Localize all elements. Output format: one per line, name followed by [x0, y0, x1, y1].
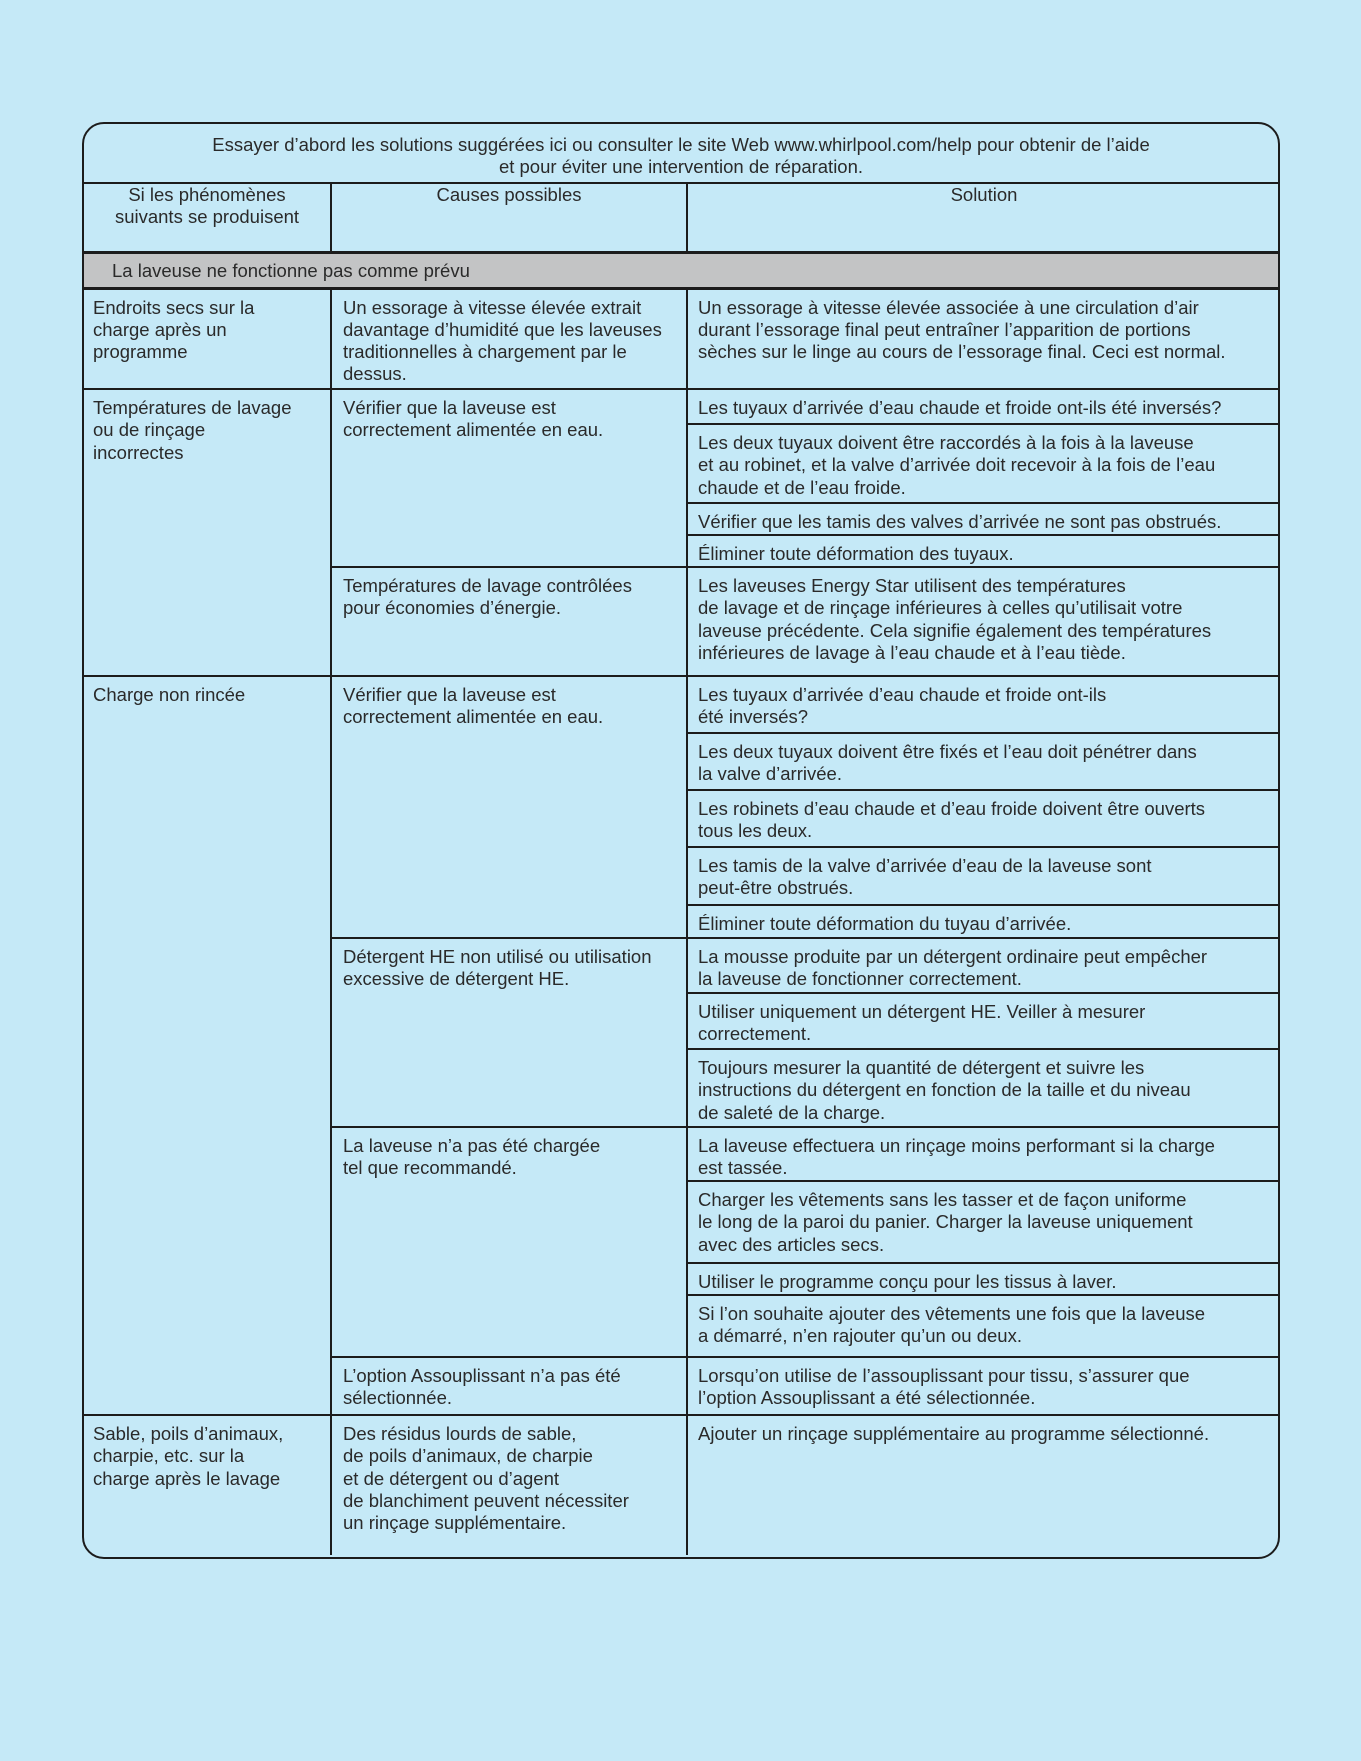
solution-cell [687, 1263, 1280, 1295]
solution-cell [687, 847, 1280, 905]
cell-line: Les tuyaux d’arrivée d’eau chaude et froide ont-ils [698, 684, 1107, 705]
cell-line: Un essorage à vitesse élevée associée à une circulation d’air [698, 296, 1199, 318]
cell-line: la laveuse de fonctionner correctement. [698, 968, 1022, 990]
intro-line: et pour éviter une intervention de réparation. [498, 156, 864, 177]
cell-line: avec des articles secs. [698, 1233, 885, 1255]
cell-line: dessus. [343, 363, 407, 385]
cause-cell [331, 1357, 687, 1415]
cell-line: laveuse précédente. Cela signifie également des températures [698, 619, 1212, 641]
cell-line: ou de rinçage [93, 419, 206, 441]
cell-line: sélectionnée. [343, 1387, 453, 1409]
troubleshooting-grid [84, 184, 1280, 1555]
cause-cell [331, 938, 687, 1127]
solution-cell [687, 938, 1280, 993]
cell-line: Les tamis de la valve d’arrivée d’eau de la laveuse sont [698, 855, 1152, 876]
cell-line: Lorsqu’on utilise de l’assouplissant pour tissu, s’assurer que [698, 1365, 1190, 1386]
cell-line: Éliminer toute déformation du tuyau d’arrivée. [698, 913, 1072, 934]
solution-cell [687, 389, 1280, 424]
cell-line: et de détergent ou d’agent [343, 1467, 560, 1489]
cause-cell [331, 676, 687, 938]
cell-line: Charger les vêtements sans les tasser et de façon uniforme [698, 1189, 1187, 1210]
cell-line: l’option Assouplissant a été sélectionnée. [698, 1387, 1036, 1409]
symptom-cell [84, 676, 331, 1415]
cell-line: Les laveuses Energy Star utilisent des températures [698, 575, 1126, 596]
cell-line: Vérifier que la laveuse est [343, 397, 556, 418]
cell-line: Vérifier que les tamis des valves d’arrivée ne sont pas obstrués. [698, 511, 1222, 532]
cause-cell [331, 1415, 687, 1555]
section-row [84, 252, 1280, 288]
table-row [84, 389, 1280, 424]
troubleshooting-table [82, 122, 1280, 1559]
header-causes: Causes possibles [331, 184, 687, 252]
cell-line: La laveuse n’a pas été chargée [343, 1135, 601, 1156]
cell-line: La mousse produite par un détergent ordinaire peut empêcher [698, 946, 1208, 967]
cell-line: incorrectes [93, 441, 184, 463]
cell-line: sèches sur le linge au cours de l’essorage final. Ceci est normal. [698, 341, 1226, 363]
cell-line: instructions du détergent en fonction de la taille et du niveau [698, 1079, 1191, 1101]
solution-cell [687, 993, 1280, 1049]
cell-line: Toujours mesurer la quantité de détergent et suivre les [698, 1057, 1145, 1078]
intro-line: Essayer d’abord les solutions suggérées ici ou consulter le site Web www.whirlpool.com/help pour obtenir de l’aide [212, 134, 1150, 155]
solution-cell [687, 1127, 1280, 1181]
solution-cell [687, 1415, 1280, 1555]
header-solution: Solution [950, 184, 1018, 205]
cell-line: Endroits secs sur la [93, 296, 255, 318]
cell-line: été inversés? [698, 706, 809, 728]
cell-line: inférieures de lavage à l’eau chaude et à l’eau tiède. [698, 641, 1126, 663]
cause-cell [331, 567, 687, 676]
solution-cell [687, 790, 1280, 847]
cell-line: la valve d’arrivée. [698, 763, 842, 785]
cell-line: correctement alimentée en eau. [343, 419, 604, 441]
cell-line: Un essorage à vitesse élevée extrait [343, 296, 642, 318]
cell-line: tel que recommandé. [343, 1157, 517, 1179]
cell-line: Les robinets d’eau chaude et d’eau froide doivent être ouverts [698, 798, 1206, 819]
cell-line: traditionnelles à chargement par le [343, 341, 627, 363]
solution-cell [687, 535, 1280, 567]
cell-line: excessive de détergent HE. [343, 968, 570, 990]
cell-line: Températures de lavage [93, 397, 292, 418]
cell-line: correctement alimentée en eau. [343, 706, 604, 728]
cell-line: Les deux tuyaux doivent être fixés et l’eau doit pénétrer dans [698, 741, 1197, 762]
cell-line: charge après le lavage [93, 1467, 281, 1489]
solution-cell [687, 1181, 1280, 1263]
cell-line: Les tuyaux d’arrivée d’eau chaude et froide ont-ils été inversés? [698, 397, 1222, 418]
solution-cell [687, 503, 1280, 535]
cell-line: Si l’on souhaite ajouter des vêtements une fois que la laveuse [698, 1303, 1206, 1324]
cell-line: Températures de lavage contrôlées [343, 575, 632, 596]
solution-cell [687, 905, 1280, 938]
table-row [84, 288, 1280, 389]
solution-cell [687, 1295, 1280, 1357]
cell-line: et au robinet, et la valve d’arrivée doit recevoir à la fois de l’eau [698, 454, 1216, 476]
cell-line: Utiliser uniquement un détergent HE. Veiller à mesurer [698, 1001, 1146, 1022]
cell-line: L’option Assouplissant n’a pas été [343, 1365, 621, 1386]
table-row [84, 676, 1280, 733]
symptom-cell [84, 288, 331, 389]
cause-cell [331, 288, 687, 389]
cell-line: tous les deux. [698, 820, 813, 842]
section-title: La laveuse ne fonctionne pas comme prévu [84, 252, 1280, 288]
cell-line: charpie, etc. sur la [93, 1445, 245, 1467]
cell-line: Détergent HE non utilisé ou utilisation [343, 946, 652, 967]
cell-line: peut-être obstrués. [698, 877, 854, 899]
cell-line: de saleté de la charge. [698, 1101, 886, 1123]
cell-line: de poils d’animaux, de charpie [343, 1445, 593, 1467]
header-row [84, 184, 1280, 252]
intro-text [84, 124, 1278, 184]
solution-cell [687, 1357, 1280, 1415]
cell-line: La laveuse effectuera un rinçage moins performant si la charge [698, 1135, 1215, 1156]
cell-line: durant l’essorage final peut entraîner l’apparition de portions [698, 318, 1191, 340]
table-row [84, 1415, 1280, 1555]
cause-cell [331, 1127, 687, 1357]
symptom-cell [84, 1415, 331, 1555]
cell-line: le long de la paroi du panier. Charger la laveuse uniquement [698, 1211, 1193, 1233]
cell-line: est tassée. [698, 1157, 788, 1179]
cell-line: pour économies d’énergie. [343, 597, 562, 619]
cell-line: davantage d’humidité que les laveuses [343, 318, 662, 340]
cause-cell [331, 389, 687, 567]
cell-line: Vérifier que la laveuse est [343, 684, 556, 705]
cell-line: Charge non rincée [93, 684, 246, 705]
cell-line: a démarré, n’en rajouter qu’un ou deux. [698, 1325, 1022, 1347]
cell-line: chaude et de l’eau froide. [698, 476, 906, 498]
solution-cell [687, 288, 1280, 389]
solution-cell [687, 676, 1280, 733]
cell-line: Utiliser le programme conçu pour les tissus à laver. [698, 1271, 1117, 1292]
cell-line: Ajouter un rinçage supplémentaire au programme sélectionné. [698, 1423, 1210, 1444]
cell-line: de lavage et de rinçage inférieures à celles qu’utilisait votre [698, 597, 1183, 619]
cell-line: Sable, poils d’animaux, [93, 1423, 284, 1444]
cell-line: programme [93, 341, 188, 363]
cell-line: un rinçage supplémentaire. [343, 1512, 567, 1534]
header-symptoms: Si les phénomènes suivants se produisent [84, 184, 331, 252]
cell-line: Les deux tuyaux doivent être raccordés à la fois à la laveuse [698, 432, 1194, 453]
solution-cell [687, 1049, 1280, 1127]
cell-line: correctement. [698, 1023, 812, 1045]
solution-cell [687, 567, 1280, 676]
cell-line: Éliminer toute déformation des tuyaux. [698, 543, 1014, 564]
cell-line: charge après un [93, 318, 227, 340]
cell-line: Des résidus lourds de sable, [343, 1423, 577, 1444]
solution-cell [687, 733, 1280, 790]
solution-cell [687, 424, 1280, 503]
symptom-cell [84, 389, 331, 676]
cell-line: de blanchiment peuvent nécessiter [343, 1489, 629, 1511]
